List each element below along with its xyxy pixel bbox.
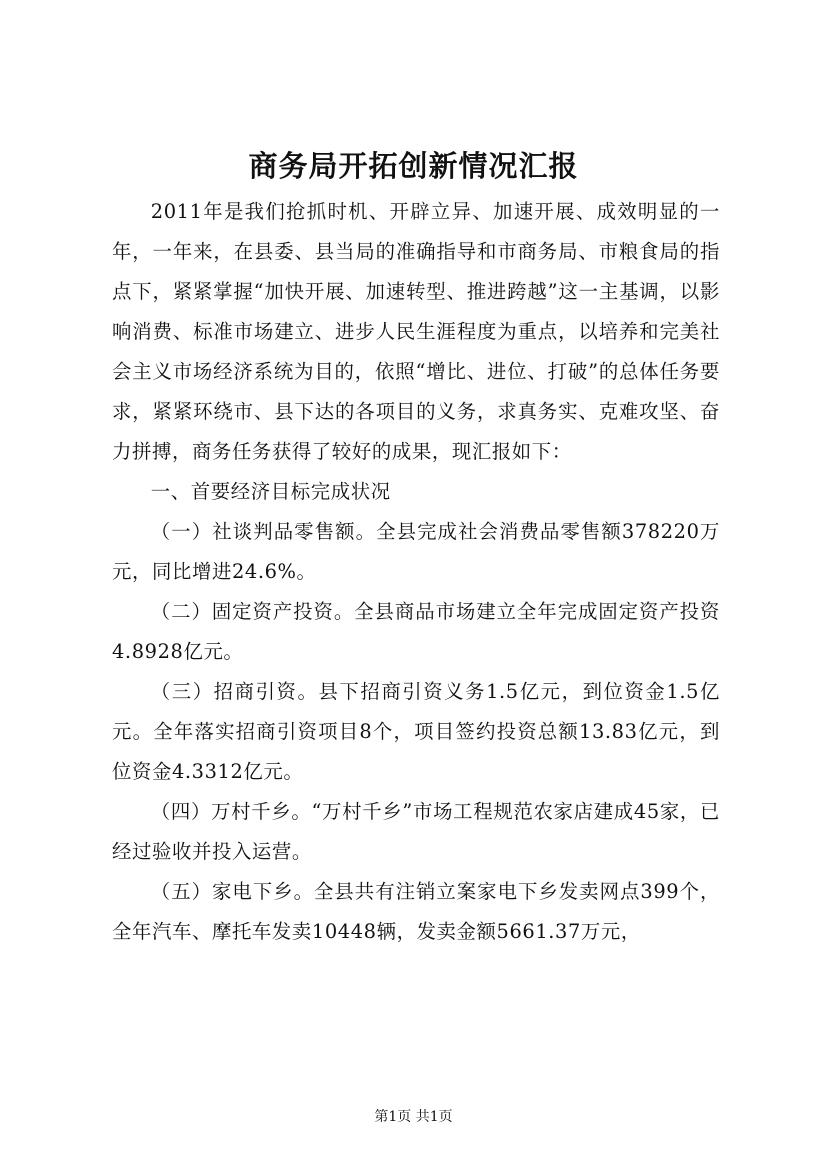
paragraph-appliances-rural: （五）家电下乡。全县共有注销立案家电下乡发卖网点399个，全年汽车、摩托车发卖10448辆，发卖金额5661.37万元， <box>112 880 720 943</box>
document-title: 商务局开拓创新情况汇报 <box>248 149 579 183</box>
paragraph-fixed-investment: （二）固定资产投资。全县商品市场建立全年完成固定资产投资4.8928亿元。 <box>112 600 720 663</box>
paragraph-intro: 2011年是我们抢抓时机、开辟立异、加速开展、成效明显的一年，一年来，在县委、县当局的准确指导和市商务局、市粮食局的指点下，紧紧掌握“加快开展、加速转型、推进跨越”这一主基调，以影响消费、标准市场建立、进步人民生涯程度为重点，以培养和完美社会主义市场经济系统为目的，依照“增比、进位、打破”的总体任务要求，紧紧环绕市、县下达的各项目的义务，求真务实、克难攻坚、奋力拼搏，商务任务获得了较好的成果，现汇报如下： <box>112 200 720 463</box>
document-body <box>112 192 720 952</box>
paragraph-investment-promotion: （三）招商引资。县下招商引资义务1.5亿元，到位资金1.5亿元。全年落实招商引资项目8个，项目签约投资总额13.83亿元，到位资金4.3312亿元。 <box>112 680 720 783</box>
section-heading: 一、首要经济目标完成状况 <box>150 480 391 503</box>
paragraph-retail-sales: （一）社谈判品零售额。全县完成社会消费品零售额378220万元，同比增进24.6%。 <box>112 520 720 583</box>
paragraph-village-project: （四）万村千乡。“万村千乡”市场工程规范农家店建成45家，已经过验收并投入运营。 <box>112 800 720 863</box>
page-footer: 第1页 共1页 <box>374 1109 453 1125</box>
